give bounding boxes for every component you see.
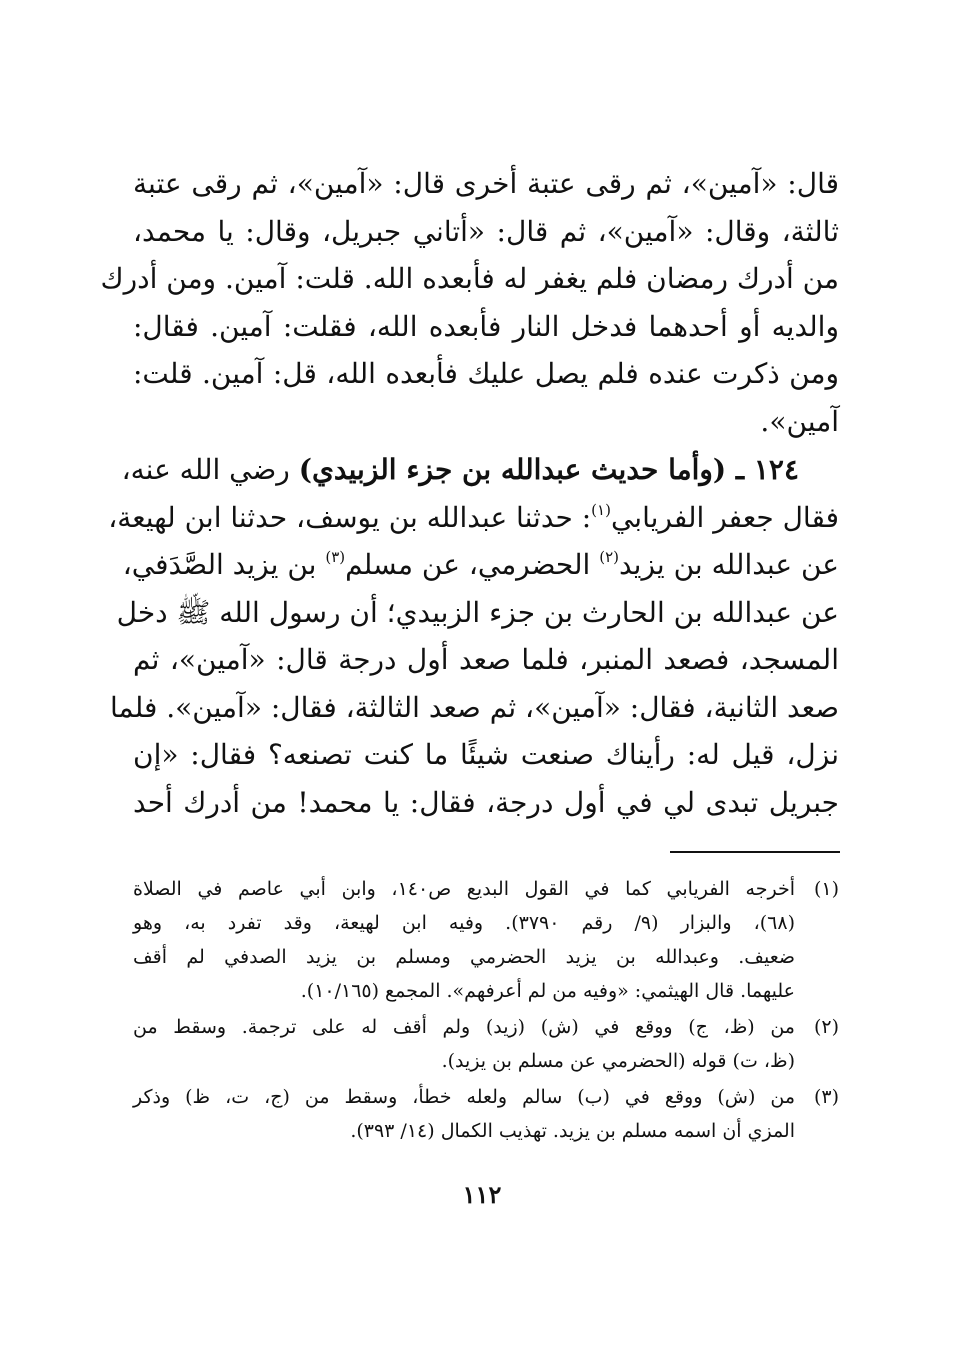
footnote-line: عليهما. قال الهيثمي: «وفيه من لم أعرفهم». المجمع (١٠/١٦٥).: [300, 980, 795, 1002]
text-line: [122, 541, 839, 589]
text-line: صعد الثانية، فقال: «آمين»، ثم صعد الثالثة، فقال: «آمين». فلما: [109, 690, 839, 724]
footnote-2: [133, 1010, 839, 1078]
footnote-ref-2[interactable]: (٢): [599, 548, 619, 566]
footnote-line: من (ظ، ج) ووقع في (ش) (زيد) ولم أقف له على ترجمة. وسقط من: [133, 1016, 795, 1038]
paragraph-hadith-continuation: [100, 160, 839, 445]
footnote-ref-1[interactable]: (١): [591, 500, 611, 519]
footnote-number: (١): [813, 878, 839, 900]
text-line: جبريل تبدى لي في أول درجة، فقال: يا محمد! من أدرك أحد: [133, 785, 839, 819]
text-line: [121, 446, 839, 494]
text-line: ومن ذكرت عنده فلم يصل عليك فأبعده الله، قل: آمين. قلت:: [133, 357, 839, 390]
footnote-separator: [670, 851, 840, 853]
footnote-line: (ظ، ت) قوله (الحضرمي عن مسلم بن يزيد).: [441, 1050, 795, 1072]
text-line: والديه أو أحدهما فدخل النار فأبعده الله، فقلت: آمين. فقال:: [133, 309, 839, 343]
footnote-number: (٢): [813, 1016, 839, 1038]
footnote-line: المزي أن اسمه مسلم بن يزيد. تهذيب الكمال (١٤/ ٣٩٣).: [350, 1120, 795, 1142]
text-line: ثالثة، وقال: «آمين»، ثم قال: «أتاني جبريل، وقال: يا محمد،: [133, 214, 839, 248]
footnote-line: ضعيف. وعبدالله بن يزيد الحضرمي ومسلم بن يزيد الصدفي لم أقف: [133, 946, 795, 968]
heading-continuation: رضي الله عنه،: [121, 453, 299, 486]
paragraph-hadith-124: [108, 446, 839, 826]
text-line: آمين».: [760, 404, 839, 438]
text-segment: فقال جعفر الفريابي: [610, 500, 839, 534]
text-line: من أدرك رمضان فلم يغفر له فأبعده الله. قلت: آمين. ومن أدرك: [100, 262, 839, 295]
footnote-3: [133, 1080, 839, 1148]
text-segment: عن عبدالله بن يزيد: [618, 548, 839, 581]
page-number: ١١٢: [462, 1180, 502, 1209]
footnote-line: من (ش) ووقع في (ب) سالم ولعله خطأ، وسقط من (ج، ت، ظ) وذكر: [133, 1086, 795, 1108]
text-line: عن عبدالله بن الحارث بن جزء الزبيدي؛ أن رسول الله ﷺ دخل: [116, 595, 839, 629]
text-line: قال: «آمين»، ثم رقى عتبة أخرى قال: «آمين»، ثم رقى عتبة: [133, 167, 839, 200]
footnote-number: (٣): [813, 1086, 839, 1108]
text-segment: الحضرمي، عن مسلم: [345, 548, 600, 581]
text-line: [108, 494, 839, 542]
text-segment: بن يزيد الصَّدَفي،: [122, 548, 326, 581]
footnote-line: أخرجه الفريابي كما في القول البديع ص١٤٠، وابن أبي عاصم في الصلاة: [133, 878, 795, 900]
footnotes: [133, 872, 839, 1150]
text-line: نزل، قيل له: رأيناك صنعت شيئًا ما كنت تصنعه؟ فقال: «إن: [133, 738, 839, 771]
footnote-line: (٦٨)، والبزار (٩/ رقم ٣٧٩٠). وفيه ابن لهيعة، وقد تفرد به، وهو: [133, 912, 795, 934]
footnote-1: [133, 872, 839, 1008]
text-segment: : حدثنا عبدالله بن يوسف، حدثنا ابن لهيعة،: [108, 500, 592, 534]
hadith-heading: ١٢٤ ـ (وأما حديث عبدالله بن جزء الزبيدي): [298, 453, 799, 486]
text-line: المسجد، فصعد المنبر، فلما صعد أول درجة قال: «آمين»، ثم: [133, 643, 839, 676]
footnote-ref-3[interactable]: (٣): [325, 548, 346, 566]
